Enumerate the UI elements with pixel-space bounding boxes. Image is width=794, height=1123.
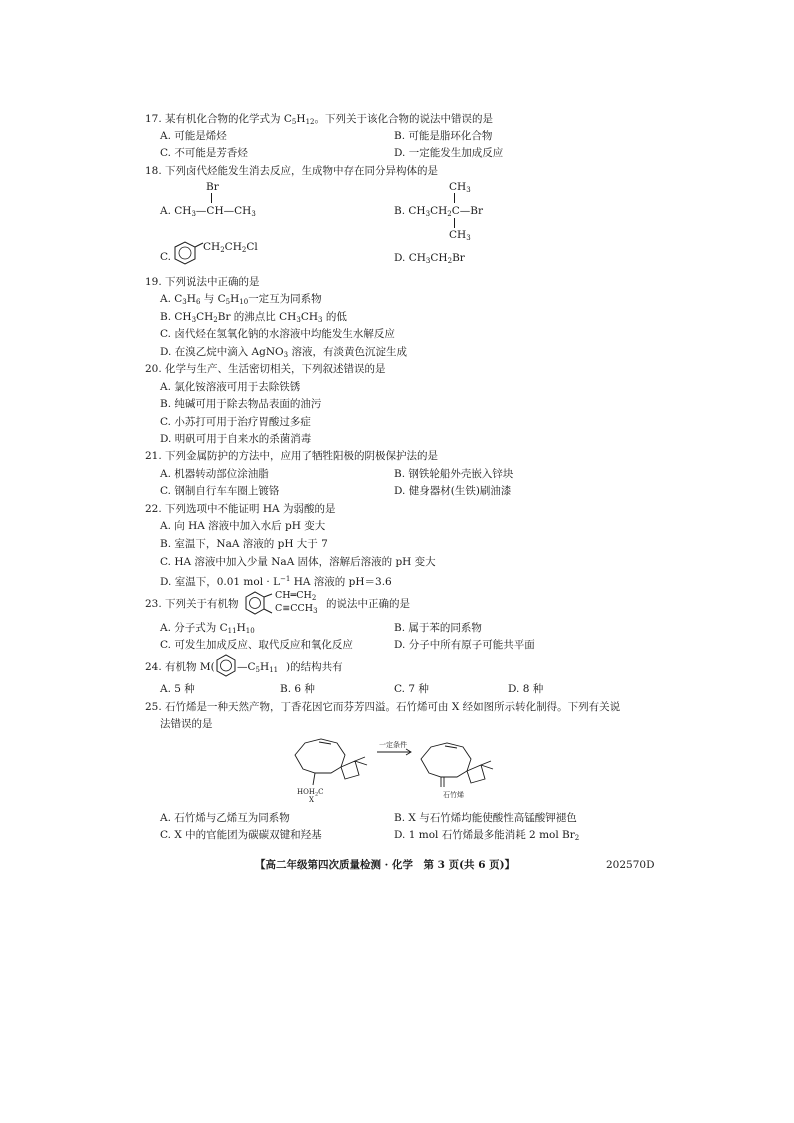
question-18-option-a: A. CH3—CH—CH3 (160, 205, 256, 218)
question-25-reaction-diagram (285, 733, 515, 803)
question-17-option-d: D. 一定能发生加成反应 (394, 147, 504, 159)
question-18-option-d: D. CH3CH2Br (394, 252, 465, 265)
question-19-option-a: A. C3H6 与 C5H10一定互为同系物 (160, 293, 322, 306)
question-23-vinyl-group: $CH═CH_2$ (275, 590, 317, 602)
compound-x-label: X (309, 796, 314, 803)
question-18-stem: 18. 下列卤代烃能发生消去反应，生成物中存在同分异构体的是 (145, 165, 439, 177)
question-18-c-side-chain: CH2CH2Cl (203, 241, 258, 254)
question-18-b-bottom-methyl: CH3 (449, 229, 471, 242)
compound-x-structure-icon (295, 739, 367, 785)
question-24-stem-part2: )的结构共有 (286, 661, 343, 673)
question-18-a-br: Br (206, 181, 219, 193)
question-23-option-a: A. 分子式为 C11H10 (160, 622, 255, 635)
question-24-option-a: A. 5 种 (160, 683, 195, 695)
question-21-option-d: D. 健身器材(生铁)刷油漆 (394, 485, 512, 497)
question-19-option-d: D. 在溴乙烷中滴入 AgNO3 溶液，有淡黄色沉淀生成 (160, 346, 407, 359)
question-19-stem: 19. 下列说法中正确的是 (145, 276, 260, 288)
question-21-option-b: B. 钢铁轮船外壳嵌入锌块 (394, 468, 514, 480)
question-25-option-b: B. X 与石竹烯均能使酸性高锰酸钾褪色 (394, 812, 577, 824)
caryophyllene-structure-icon (421, 743, 493, 787)
reaction-condition-label: 一定条件 (379, 741, 407, 749)
question-23-option-c: C. 可发生加成反应、取代反应和氧化反应 (160, 639, 353, 651)
question-18-benzene-ring-icon (170, 240, 204, 268)
page-footer-code: 202570D (606, 859, 655, 871)
question-18-a-bond (211, 193, 212, 203)
page-footer-title: 【高二年级第四次质量检测 · 化学 第 3 页(共 6 页)】 (255, 859, 516, 871)
question-17-option-c: C. 不可能是芳香烃 (160, 147, 248, 159)
question-24-option-c: C. 7 种 (394, 683, 429, 695)
question-22-option-c: C. HA 溶液中加入少量 NaA 固体，溶解后溶液的 pH 变大 (160, 556, 436, 568)
question-17-option-a: A. 可能是烯烃 (160, 130, 227, 142)
question-23-stem-part1: 23. 下列关于有机物 (145, 598, 239, 610)
question-25-option-a: A. 石竹烯与乙烯互为同系物 (160, 812, 290, 824)
question-21-stem: 21. 下列金属防护的方法中，应用了牺牲阳极的阴极保护法的是 (145, 450, 439, 462)
question-18-b-top-methyl: CH3 (449, 181, 471, 194)
question-24-option-b: B. 6 种 (280, 683, 315, 695)
question-24-pentyl-group: —C5H11 (237, 661, 279, 674)
question-24-stem-part1: 24. 有机物 M( (145, 661, 215, 673)
question-22-option-d: D. 室温下，0.01 mol · $L^{-1}$ HA 溶液的 pH＝3.6 (160, 575, 392, 588)
question-19-option-c: C. 卤代烃在氢氧化钠的水溶液中均能发生水解反应 (160, 328, 395, 340)
question-20-stem: 20. 化学与生产、生活密切相关，下列叙述错误的是 (145, 363, 386, 375)
question-18-option-c-label: C. (160, 251, 171, 263)
question-23-option-b: B. 属于苯的同系物 (394, 622, 482, 634)
question-18-b-bond-top (454, 193, 455, 203)
question-21-option-a: A. 机器转动部位涂油脂 (160, 468, 269, 480)
question-25-option-d: D. 1 mol 石竹烯最多能消耗 2 mol Br2 (394, 829, 580, 842)
question-22-option-a: A. 向 HA 溶液中加入水后 pH 变大 (160, 520, 326, 532)
question-20-option-c: C. 小苏打可用于治疗胃酸过多症 (160, 416, 311, 428)
question-23-propynyl-group: $C\equiv CCH_3$ (275, 603, 318, 615)
question-25-stem-line1: 25. 石竹烯是一种天然产物，丁香花因它而芬芳四溢。石竹烯可由 X 经如图所示转化制得。下列有关说 (145, 701, 621, 713)
question-22-stem: 22. 下列选项中不能证明 HA 为弱酸的是 (145, 503, 336, 515)
question-19-option-b: B. CH3CH2Br 的沸点比 CH3CH3 的低 (160, 311, 347, 324)
question-20-option-d: D. 明矾可用于自来水的杀菌消毒 (160, 433, 312, 445)
question-24-option-d: D. 8 种 (508, 683, 544, 695)
question-18-b-bond-bottom (454, 218, 455, 228)
question-17-option-b: B. 可能是脂环化合物 (394, 130, 493, 142)
question-25-option-c: C. X 中的官能团为碳碳双键和羟基 (160, 829, 322, 841)
question-21-option-c: C. 钢制自行车车圈上镀铬 (160, 485, 280, 497)
question-17-stem: 17. 某有机化合物的化学式为 C5H12。下列关于该化合物的说法中错误的是 (145, 113, 493, 126)
question-20-option-b: B. 纯碱可用于除去物品表面的油污 (160, 398, 322, 410)
compound-x-group-label: $HOH_2C$ (297, 788, 324, 798)
question-25-stem-line2: 法错误的是 (160, 718, 213, 730)
question-20-option-a: A. 氯化铵溶液可用于去除铁锈 (160, 381, 301, 393)
caryophyllene-label: 石竹烯 (443, 791, 464, 799)
question-18-option-b: B. CH3CH2C—Br (394, 205, 484, 218)
question-22-option-b: B. 室温下，NaA 溶液的 pH 大于 7 (160, 538, 328, 550)
question-23-option-d: D. 分子中所有原子可能共平面 (394, 639, 535, 651)
question-23-stem-part2: 的说法中正确的是 (326, 598, 410, 610)
